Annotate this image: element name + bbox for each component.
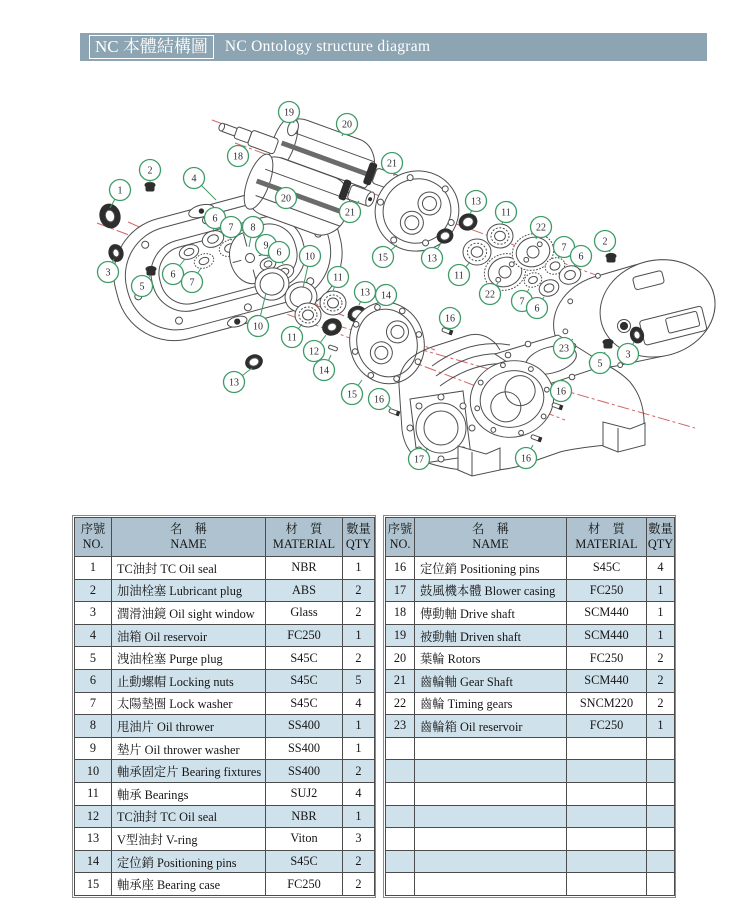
cell-qty: 1 — [647, 579, 675, 602]
svg-text:7: 7 — [519, 296, 525, 308]
callout-12 — [304, 335, 327, 362]
cell-qty: 1 — [343, 557, 375, 580]
table-row — [386, 624, 675, 647]
table-row — [75, 873, 375, 896]
cell-no: 15 — [75, 873, 112, 896]
cell-name — [415, 760, 567, 783]
column-header-qty: 數量 QTY — [343, 518, 375, 557]
svg-text:22: 22 — [536, 222, 546, 234]
part-lubricant-plug — [145, 182, 155, 191]
table-row — [386, 692, 675, 715]
callout-13 — [224, 368, 253, 393]
cell-material: FC250 — [266, 873, 343, 896]
cell-material: FC250 — [266, 624, 343, 647]
cell-material: S45C — [266, 647, 343, 670]
callout-6 — [571, 246, 592, 267]
svg-text:22: 22 — [485, 289, 495, 301]
cell-name — [415, 850, 567, 873]
callout-2 — [595, 231, 616, 253]
cell-material: S45C — [266, 850, 343, 873]
column-header-qty: 數量 QTY — [647, 518, 675, 557]
table-row — [75, 760, 375, 783]
cell-material — [567, 828, 647, 851]
cell-material: S45C — [266, 692, 343, 715]
svg-text:2: 2 — [602, 236, 608, 248]
callout-17 — [409, 448, 430, 470]
svg-text:20: 20 — [281, 193, 291, 205]
svg-text:11: 11 — [454, 270, 464, 282]
callout-22 — [480, 283, 501, 305]
cell-name: 定位銷 Positioning pins — [112, 850, 266, 873]
callout-21 — [340, 201, 361, 223]
cell-qty — [647, 782, 675, 805]
table-row — [386, 737, 675, 760]
table-row — [386, 760, 675, 783]
svg-text:19: 19 — [284, 107, 294, 119]
cell-name — [415, 828, 567, 851]
cell-qty: 2 — [647, 669, 675, 692]
cell-material: S45C — [266, 669, 343, 692]
svg-text:20: 20 — [342, 119, 352, 131]
callout-16 — [440, 308, 461, 329]
cell-qty: 1 — [343, 715, 375, 738]
svg-text:6: 6 — [212, 213, 218, 225]
cell-no — [386, 828, 415, 851]
table-row — [75, 669, 375, 692]
table-row — [386, 805, 675, 828]
callout-2 — [140, 160, 161, 184]
svg-text:4: 4 — [191, 173, 197, 185]
cell-no: 10 — [75, 760, 112, 783]
table-row — [386, 647, 675, 670]
cell-name: 加油栓塞 Lubricant plug — [112, 579, 266, 602]
svg-text:6: 6 — [578, 251, 584, 263]
callout-16 — [516, 445, 537, 469]
callout-19 — [279, 102, 300, 124]
cell-material: SS400 — [266, 715, 343, 738]
svg-text:13: 13 — [229, 377, 239, 389]
cell-material — [567, 873, 647, 896]
svg-text:2: 2 — [147, 165, 153, 177]
parts-table-left — [72, 515, 376, 898]
cell-name: 軸承固定片 Bearing fixtures — [112, 760, 266, 783]
svg-text:16: 16 — [521, 453, 531, 465]
table-row — [75, 579, 375, 602]
svg-text:6: 6 — [534, 303, 540, 315]
cell-material — [567, 805, 647, 828]
cell-name — [415, 873, 567, 896]
cell-material: FC250 — [567, 715, 647, 738]
cell-no: 16 — [386, 557, 415, 580]
callout-13 — [355, 282, 376, 306]
cell-no: 4 — [75, 624, 112, 647]
svg-text:7: 7 — [561, 242, 567, 254]
cell-no: 12 — [75, 805, 112, 828]
svg-text:16: 16 — [374, 394, 384, 406]
cell-no: 19 — [386, 624, 415, 647]
cell-material: SCM440 — [567, 669, 647, 692]
cell-material: SS400 — [266, 737, 343, 760]
cell-material: NBR — [266, 557, 343, 580]
table-row — [75, 828, 375, 851]
cell-no: 3 — [75, 602, 112, 625]
cell-no: 18 — [386, 602, 415, 625]
cell-qty: 2 — [343, 602, 375, 625]
svg-text:6: 6 — [276, 247, 282, 259]
cell-material: SNCM220 — [567, 692, 647, 715]
cell-qty: 2 — [343, 873, 375, 896]
cell-material: Viton — [266, 828, 343, 851]
cell-material: SUJ2 — [266, 782, 343, 805]
part-drive-shaft — [217, 119, 279, 155]
callout-15 — [342, 380, 363, 405]
table-row — [386, 715, 675, 738]
cell-qty: 1 — [343, 737, 375, 760]
cell-name: 洩油栓塞 Purge plug — [112, 647, 266, 670]
svg-text:9: 9 — [263, 240, 269, 252]
cell-material: SCM440 — [567, 624, 647, 647]
cell-name: TC油封 TC Oil seal — [112, 557, 266, 580]
cell-qty: 1 — [343, 805, 375, 828]
cell-no: 2 — [75, 579, 112, 602]
cell-qty: 2 — [343, 647, 375, 670]
column-header-name: 名 稱 NAME — [415, 518, 567, 557]
cell-name: 傳動軸 Drive shaft — [415, 602, 567, 625]
cell-no: 1 — [75, 557, 112, 580]
cell-name: 齒輪箱 Oil reservoir — [415, 715, 567, 738]
column-header-no: 序號 NO. — [386, 518, 415, 557]
callout-1 — [110, 180, 131, 209]
callout-11 — [282, 324, 303, 348]
cell-no: 9 — [75, 737, 112, 760]
svg-text:21: 21 — [345, 207, 355, 219]
cell-no: 14 — [75, 850, 112, 873]
cell-qty: 3 — [343, 828, 375, 851]
cell-name: 葉輪 Rotors — [415, 647, 567, 670]
table-row — [75, 782, 375, 805]
svg-text:6: 6 — [170, 269, 176, 281]
callout-16 — [369, 389, 392, 410]
cell-qty: 2 — [343, 579, 375, 602]
cell-name: 止動螺帽 Locking nuts — [112, 669, 266, 692]
table-row — [75, 692, 375, 715]
cell-qty — [647, 805, 675, 828]
cell-qty: 2 — [647, 647, 675, 670]
cell-name: V型油封 V-ring — [112, 828, 266, 851]
table-row — [386, 850, 675, 873]
cell-qty — [647, 760, 675, 783]
cell-qty — [647, 873, 675, 896]
callout-13 — [466, 191, 487, 215]
cell-material: FC250 — [567, 647, 647, 670]
callout-14 — [376, 285, 397, 306]
svg-text:21: 21 — [387, 158, 397, 170]
cell-material: ABS — [266, 579, 343, 602]
cell-name: 齒輪軸 Gear Shaft — [415, 669, 567, 692]
cell-qty — [647, 828, 675, 851]
svg-text:5: 5 — [139, 281, 145, 293]
table-row — [75, 624, 375, 647]
svg-text:14: 14 — [319, 365, 329, 377]
callout-4 — [184, 168, 217, 201]
table-row — [386, 602, 675, 625]
table-row — [75, 715, 375, 738]
callout-11 — [496, 202, 517, 225]
cell-no: 22 — [386, 692, 415, 715]
cell-no — [386, 873, 415, 896]
cell-no — [386, 805, 415, 828]
callout-5 — [590, 352, 611, 374]
cell-name: 潤滑油鏡 Oil sight window — [112, 602, 266, 625]
cell-no: 20 — [386, 647, 415, 670]
cell-no — [386, 737, 415, 760]
callout-23 — [554, 338, 575, 359]
callout-20 — [276, 188, 297, 209]
svg-text:1: 1 — [117, 185, 123, 197]
table-row — [75, 737, 375, 760]
svg-text:23: 23 — [559, 343, 569, 355]
svg-text:7: 7 — [228, 222, 234, 234]
cell-no: 13 — [75, 828, 112, 851]
cell-name — [415, 782, 567, 805]
cell-material — [567, 737, 647, 760]
parts-table-left-grid — [74, 517, 375, 896]
cell-qty — [647, 737, 675, 760]
cell-name: 油箱 Oil reservoir — [112, 624, 266, 647]
cell-no: 7 — [75, 692, 112, 715]
cell-material: Glass — [266, 602, 343, 625]
cell-no: 8 — [75, 715, 112, 738]
cell-name: 軸承座 Bearing case — [112, 873, 266, 896]
cell-name — [415, 805, 567, 828]
table-row — [75, 850, 375, 873]
part-purge-plug — [146, 266, 156, 275]
svg-text:10: 10 — [253, 321, 263, 333]
cell-qty: 1 — [647, 715, 675, 738]
callout-15 — [373, 245, 398, 268]
cell-qty: 4 — [343, 782, 375, 805]
table-row — [386, 669, 675, 692]
table-row — [386, 873, 675, 896]
svg-text:16: 16 — [556, 386, 566, 398]
cell-material: FC250 — [567, 579, 647, 602]
svg-text:15: 15 — [378, 252, 388, 264]
page-title-cjk: NC 本體結構圖 — [89, 35, 214, 59]
svg-text:10: 10 — [305, 251, 315, 263]
table-row — [75, 557, 375, 580]
svg-text:12: 12 — [309, 346, 319, 358]
cell-no: 11 — [75, 782, 112, 805]
cell-material — [567, 850, 647, 873]
cell-name: 太陽墊圈 Lock washer — [112, 692, 266, 715]
cell-no — [386, 760, 415, 783]
cell-qty — [647, 850, 675, 873]
cell-no: 17 — [386, 579, 415, 602]
svg-text:13: 13 — [427, 253, 437, 265]
svg-text:11: 11 — [333, 272, 343, 284]
cell-name: 齒輪 Timing gears — [415, 692, 567, 715]
svg-text:3: 3 — [105, 267, 111, 279]
cell-no — [386, 850, 415, 873]
svg-text:11: 11 — [287, 332, 297, 344]
cell-qty: 2 — [647, 692, 675, 715]
cell-no: 5 — [75, 647, 112, 670]
cell-name: 墊片 Oil thrower washer — [112, 737, 266, 760]
cell-qty: 4 — [647, 557, 675, 580]
callout-16 — [551, 381, 572, 402]
cell-no — [386, 782, 415, 805]
callout-5 — [132, 276, 153, 297]
column-header-material: 材 質 MATERIAL — [567, 518, 647, 557]
cell-material — [567, 782, 647, 805]
svg-text:14: 14 — [381, 290, 391, 302]
cell-material — [567, 760, 647, 783]
table-row — [75, 647, 375, 670]
svg-text:18: 18 — [233, 151, 243, 163]
svg-text:11: 11 — [501, 207, 511, 219]
part-tc-oil-seal-2 — [320, 316, 343, 338]
cell-qty: 2 — [343, 760, 375, 783]
svg-text:13: 13 — [360, 287, 370, 299]
cell-material: SS400 — [266, 760, 343, 783]
callout-11 — [449, 262, 471, 286]
table-row — [386, 782, 675, 805]
cell-qty: 1 — [647, 602, 675, 625]
callout-6 — [527, 297, 548, 319]
cell-no: 6 — [75, 669, 112, 692]
table-row — [386, 557, 675, 580]
cell-qty: 4 — [343, 692, 375, 715]
table-row — [386, 828, 675, 851]
cell-material: SCM440 — [567, 602, 647, 625]
table-row — [75, 602, 375, 625]
svg-text:3: 3 — [625, 349, 631, 361]
column-header-no: 序號 NO. — [75, 518, 112, 557]
svg-text:16: 16 — [445, 313, 455, 325]
cell-name: 鼓風機本體 Blower casing — [415, 579, 567, 602]
svg-text:8: 8 — [250, 222, 256, 234]
cell-name: 甩油片 Oil thrower — [112, 715, 266, 738]
cell-qty: 2 — [343, 850, 375, 873]
cell-name: 定位銷 Positioning pins — [415, 557, 567, 580]
table-row — [386, 579, 675, 602]
svg-text:15: 15 — [347, 389, 357, 401]
cell-no: 23 — [386, 715, 415, 738]
part-tc-oil-seal — [97, 202, 123, 230]
cell-qty: 1 — [343, 624, 375, 647]
cell-name: TC油封 TC Oil seal — [112, 805, 266, 828]
cell-qty: 5 — [343, 669, 375, 692]
cell-material: NBR — [266, 805, 343, 828]
table-row — [75, 805, 375, 828]
svg-text:17: 17 — [414, 454, 424, 466]
column-header-material: 材 質 MATERIAL — [266, 518, 343, 557]
cell-material: S45C — [567, 557, 647, 580]
cell-name: 被動軸 Driven shaft — [415, 624, 567, 647]
svg-text:13: 13 — [471, 196, 481, 208]
parts-table-right — [383, 515, 676, 898]
cell-no: 21 — [386, 669, 415, 692]
svg-text:7: 7 — [189, 277, 195, 289]
callout-18 — [228, 146, 249, 167]
svg-text:5: 5 — [597, 358, 603, 370]
parts-table-right-grid — [385, 517, 675, 896]
cell-name — [415, 737, 567, 760]
cell-name: 軸承 Bearings — [112, 782, 266, 805]
cell-qty: 1 — [647, 624, 675, 647]
column-header-name: 名 稱 NAME — [112, 518, 266, 557]
page-title-en: NC Ontology structure diagram — [224, 38, 431, 55]
